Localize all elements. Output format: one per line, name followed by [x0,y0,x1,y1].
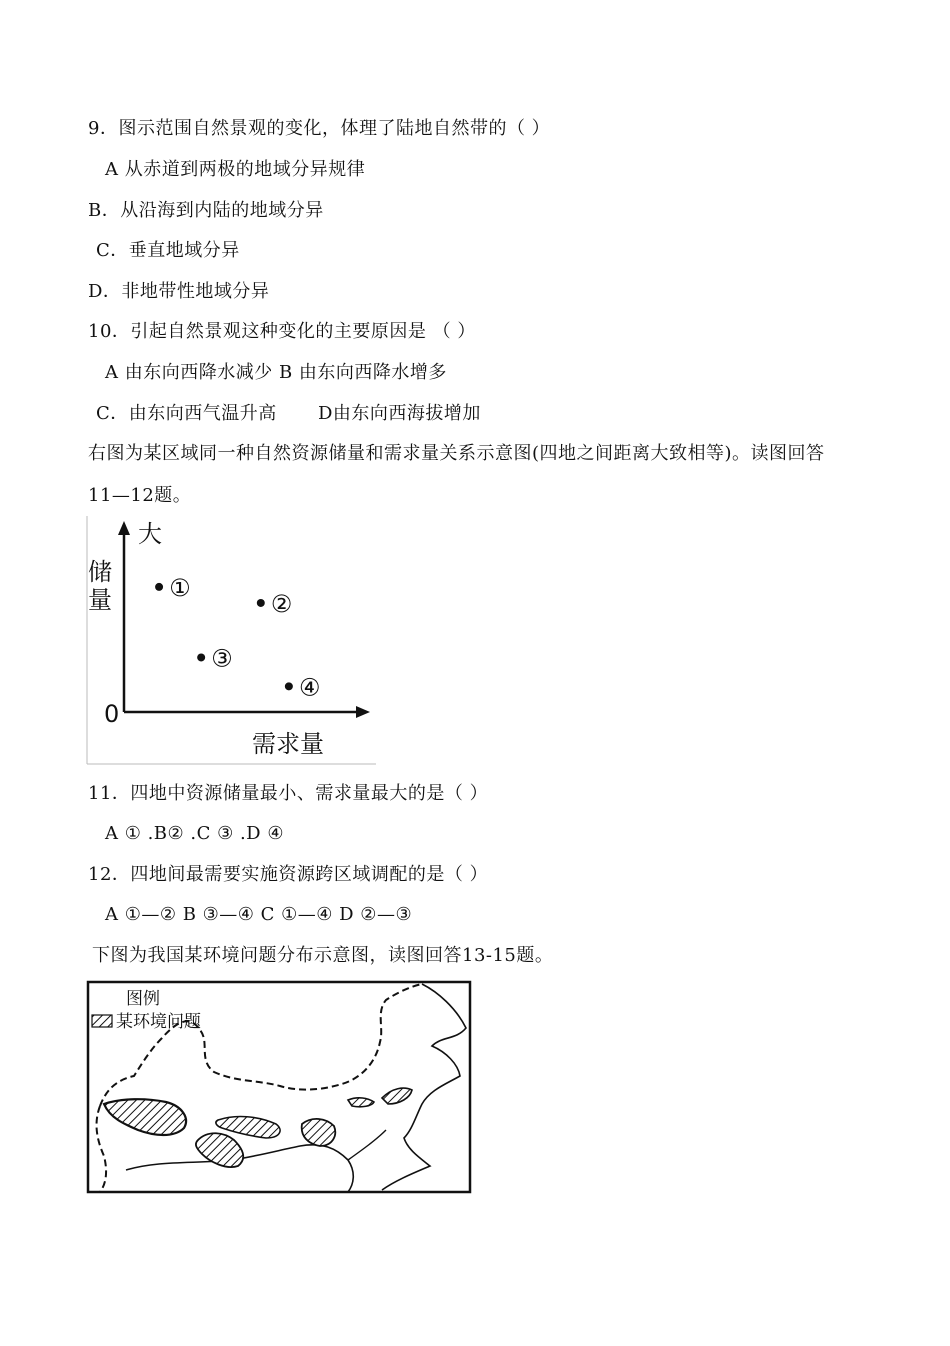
data-point-4 [285,682,293,690]
q9-stem: 9．图示范围自然景观的变化，体理了陆地自然带的（ ） [88,118,551,139]
q9-option-d: D．非地带性地域分异 [88,281,270,302]
origin-label: 0 [104,700,120,728]
intro-11-12-line2: 11—12题。 [88,485,192,506]
resource-scatter-chart [86,516,376,766]
data-point-2 [257,599,265,607]
q11-options: A ① .B② .C ③ .D ④ [105,823,284,844]
data-point-label-2: ② [270,589,293,618]
q9-option-a: A 从赤道到两极的地域分异规律 [105,159,366,180]
y-axis-top-label: 大 [138,520,162,548]
legend-item-label: 某环境问题 [116,1012,201,1032]
q12-stem: 12．四地间最需要实施资源跨区域调配的是（ ） [88,864,489,885]
y-axis-arrow [118,521,130,535]
q10-option-ab: A 由东向西降水减少 B 由东向西降水增多 [105,362,447,383]
data-point-label-3: ③ [211,644,233,673]
q9-option-c: C．垂直地域分异 [96,240,240,261]
data-point-label-1: ① [169,573,191,602]
data-point-3 [197,653,205,661]
q10-option-c: C．由东向西气温升高 [96,403,277,424]
hatched-area-inner-mongolia-1 [348,1098,374,1107]
x-axis-arrow [356,706,370,718]
legend-hatch-swatch [92,1015,112,1027]
intro-13-15: 下图为我国某环境问题分布示意图，读图回答13-15题。 [92,945,554,966]
y-axis-label-char-1: 储 [88,558,112,586]
legend-title: 图例 [126,989,160,1009]
intro-11-12-line1: 右图为某区域同一种自然资源储量和需求量关系示意图(四地之间距离大致相等)。读图回答 [88,443,825,464]
data-point-label-4: ④ [298,673,321,702]
q10-stem: 10．引起自然景观这种变化的主要原因是 （ ） [88,321,476,342]
x-axis-label: 需求量 [252,730,324,758]
y-axis-label-char-2: 量 [88,586,112,614]
q9-option-b: B．从沿海到内陆的地域分异 [88,200,324,221]
data-point-1 [155,583,163,591]
q11-stem: 11．四地中资源储量最小、需求量最大的是（ ） [88,783,489,804]
q12-options: A ①—② B ③—④ C ①—④ D ②—③ [105,904,413,925]
environment-problem-map [86,980,474,1196]
q10-option-d: D由东向西海拔增加 [318,403,481,424]
